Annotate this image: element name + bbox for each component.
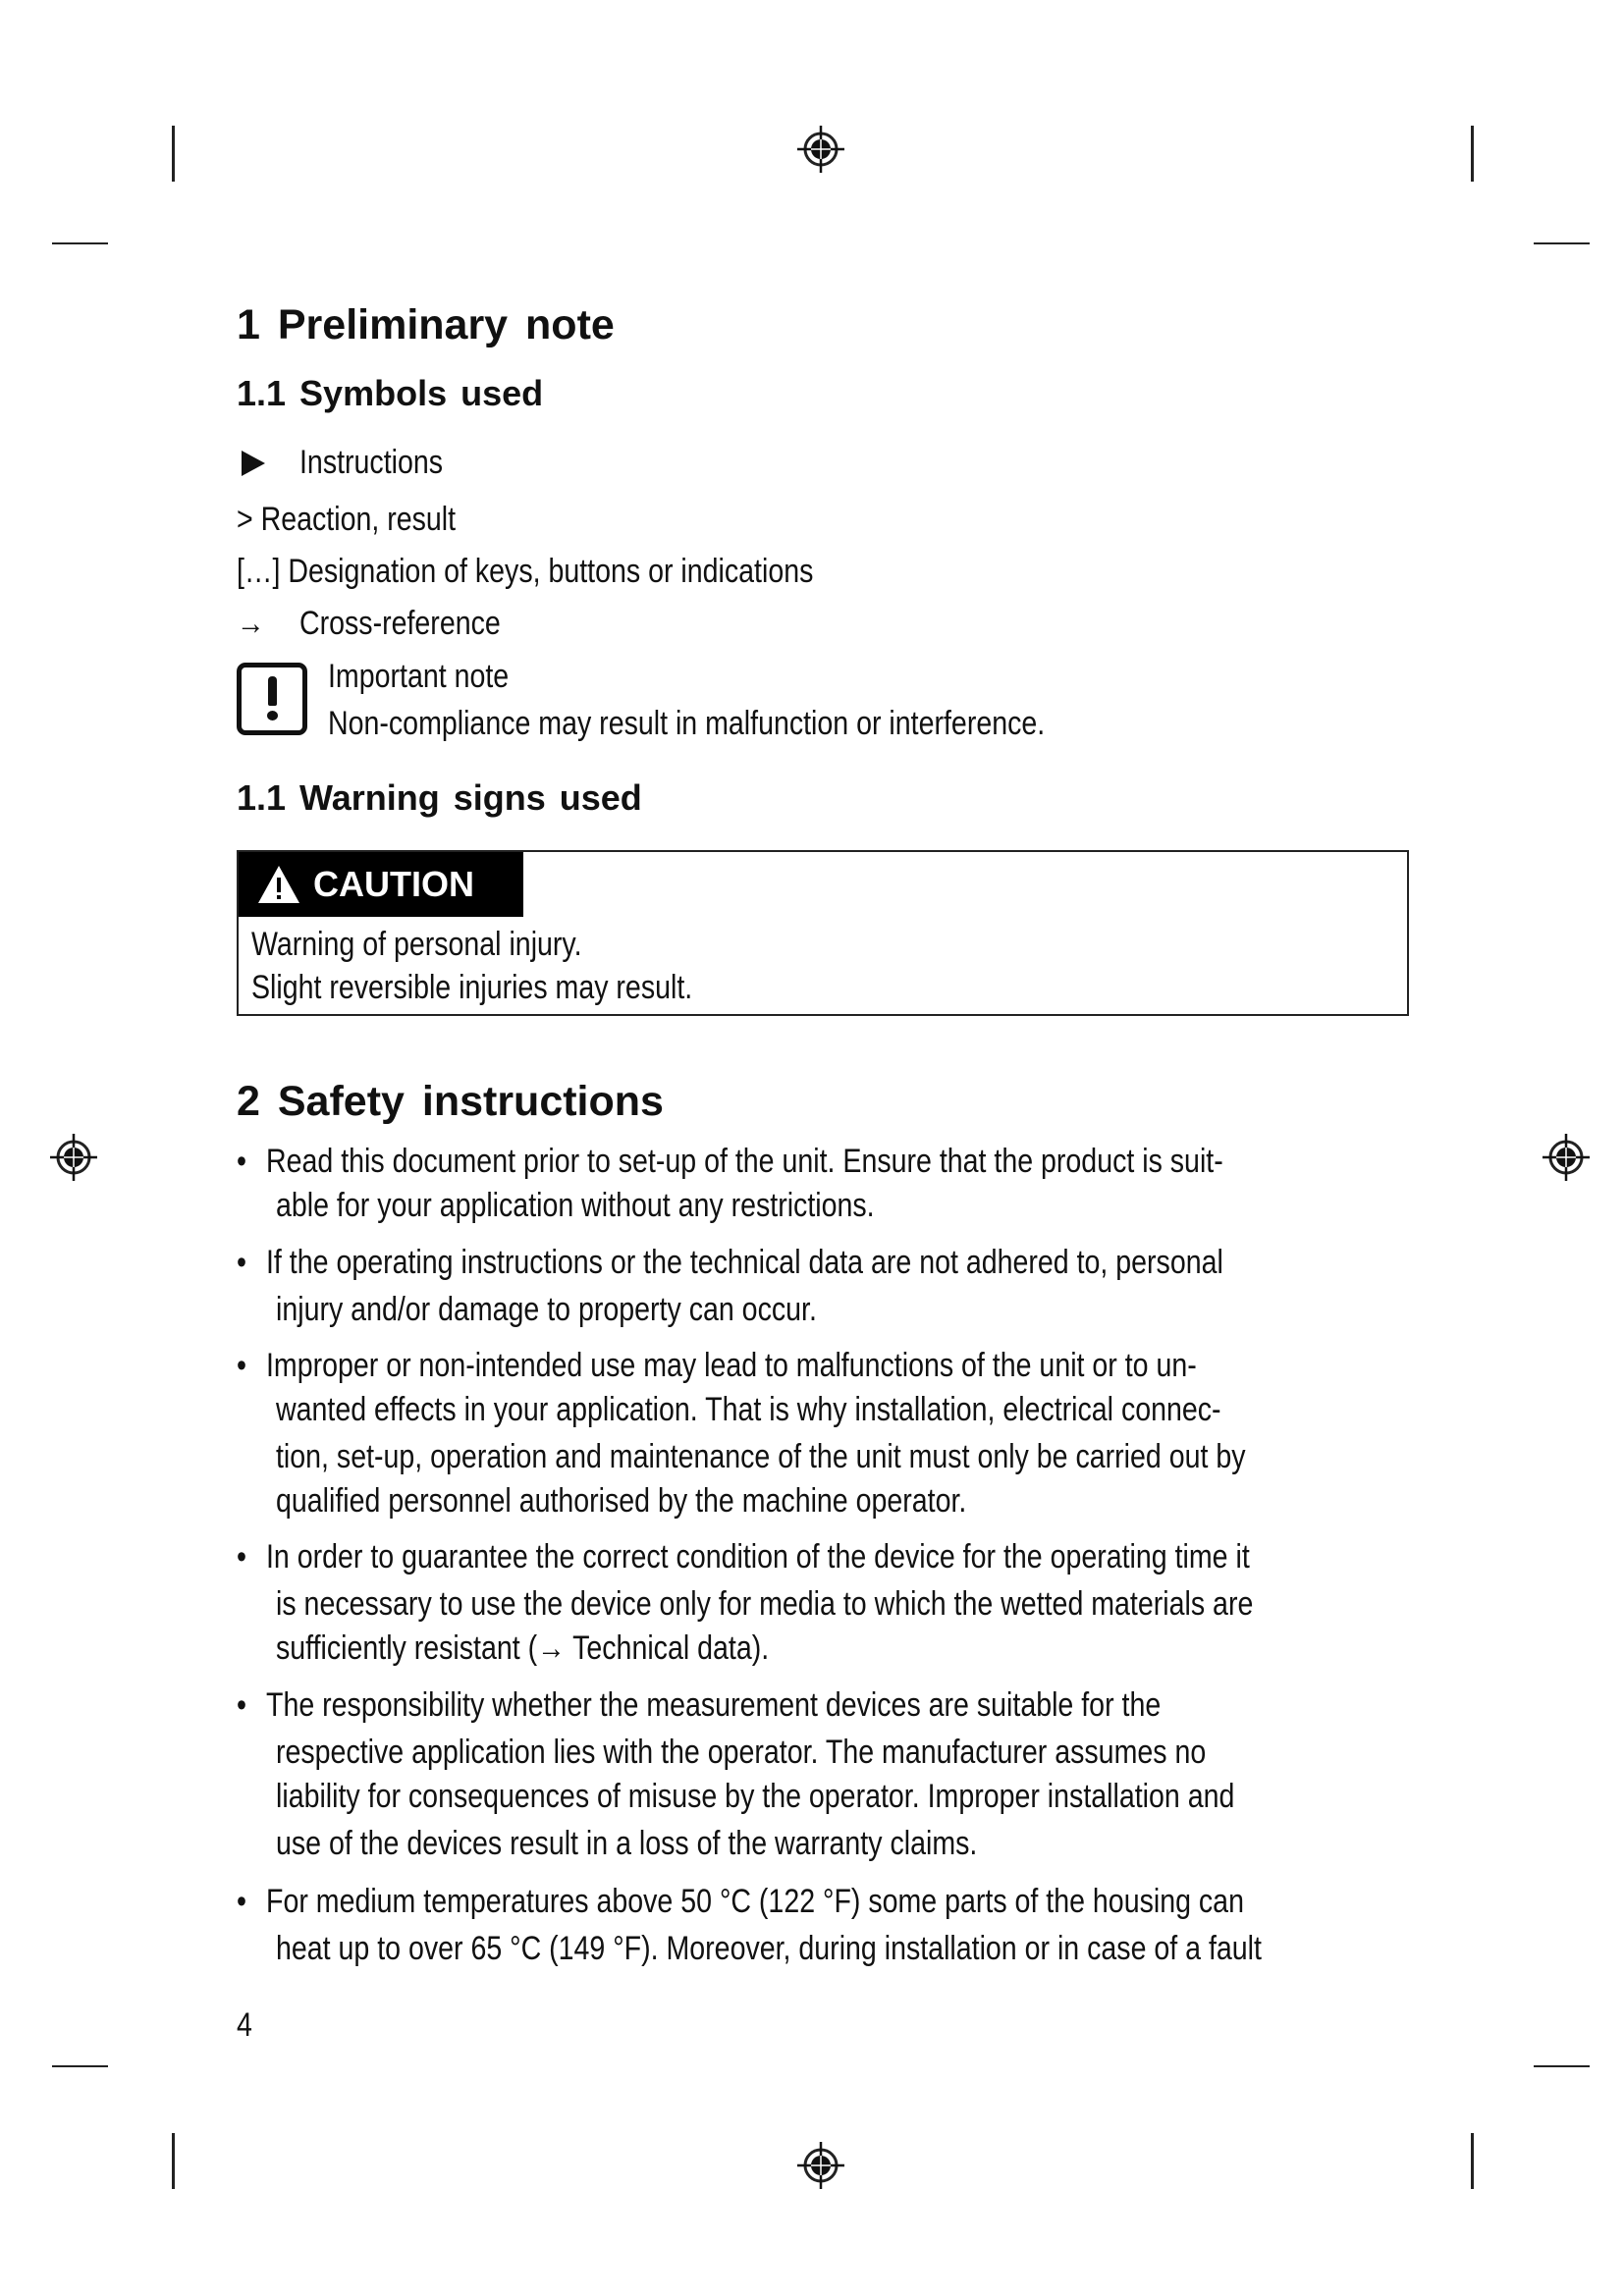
crop-mark (52, 242, 108, 244)
section-heading: 2 Safety instructions (237, 1078, 664, 1125)
bullet-text-line: liability for consequences of misuse by the operator. Improper installation and (276, 1778, 1235, 1815)
bullet-text-line: tion, set-up, operation and maintenance of the unit must only be carried out by (276, 1438, 1246, 1475)
bullet-text-line: If the operating instructions or the technical data are not adhered to, personal (266, 1244, 1223, 1281)
caution-text: CAUTION (313, 864, 474, 904)
page-number: 4 (237, 2006, 252, 2044)
symbol-cross-reference: Cross-reference (299, 605, 501, 642)
crop-mark (1534, 2065, 1590, 2067)
registration-mark-icon (48, 1132, 99, 1183)
important-note-text: Non-compliance may result in malfunction or interference. (328, 705, 1046, 742)
bullet-text-line: able for your application without any restrictions. (276, 1187, 875, 1224)
caution-box (237, 850, 1409, 1016)
important-note-title: Important note (328, 658, 510, 695)
registration-mark-icon (795, 2140, 846, 2191)
bullet-icon: • (237, 1143, 247, 1180)
bullet-text-line: For medium temperatures above 50 °C (122 °F) some parts of the housing can (266, 1883, 1244, 1920)
caution-label (239, 852, 523, 917)
crop-mark (1471, 2133, 1474, 2189)
bullet-text-line: The responsibility whether the measurement devices are suitable for the (266, 1686, 1162, 1724)
subsection-heading: 1.1 Warning signs used (237, 777, 642, 818)
crop-mark (52, 2065, 108, 2067)
caution-line: Slight reversible injuries may result. (251, 969, 693, 1006)
bullet-icon: • (237, 1686, 247, 1724)
bullet-text-line: In order to guarantee the correct condition of the device for the operating time it (266, 1538, 1250, 1575)
symbol-instructions: Instructions (299, 444, 444, 481)
warning-triangle-icon (256, 864, 301, 905)
crop-mark (1534, 242, 1590, 244)
bullet-text-line: respective application lies with the operator. The manufacturer assumes no (276, 1734, 1207, 1771)
subsection-heading: 1.1 Symbols used (237, 373, 544, 413)
crop-mark (172, 2133, 175, 2189)
section-heading: 1 Preliminary note (237, 301, 615, 348)
registration-mark-icon (795, 124, 846, 175)
bullet-text-line: is necessary to use the device only for media to which the wetted materials are (276, 1585, 1254, 1623)
registration-mark-icon (1541, 1132, 1592, 1183)
triangle-right-icon (242, 451, 265, 476)
bullet-icon: • (237, 1244, 247, 1281)
bullet-text-line: wanted effects in your application. That is why installation, electrical connec- (276, 1391, 1221, 1428)
bullet-icon: • (237, 1347, 247, 1384)
caution-line: Warning of personal injury. (251, 926, 582, 963)
symbol-reaction: > Reaction, result (237, 501, 457, 538)
crop-mark (1471, 126, 1474, 182)
bullet-text-line: heat up to over 65 °C (149 °F). Moreover, during installation or in case of a fault (276, 1930, 1262, 1967)
bullet-icon: • (237, 1883, 247, 1920)
bullet-text-line: injury and/or damage to property can occur. (276, 1291, 817, 1328)
bullet-text-line: Improper or non-intended use may lead to malfunctions of the unit or to un- (266, 1347, 1197, 1384)
important-note-icon (237, 663, 307, 735)
bullet-text-line: sufficiently resistant (→ Technical data). (276, 1629, 770, 1667)
bullet-text-line: Read this document prior to set-up of the unit. Ensure that the product is suit- (266, 1143, 1223, 1180)
bullet-text-line: use of the devices result in a loss of the warranty claims. (276, 1825, 978, 1862)
symbol-designation: […] Designation of keys, buttons or indications (237, 553, 814, 590)
bullet-icon: • (237, 1538, 247, 1575)
crop-mark (172, 126, 175, 182)
bullet-text-line: qualified personnel authorised by the machine operator. (276, 1482, 967, 1520)
arrow-right-icon: → (237, 605, 265, 642)
